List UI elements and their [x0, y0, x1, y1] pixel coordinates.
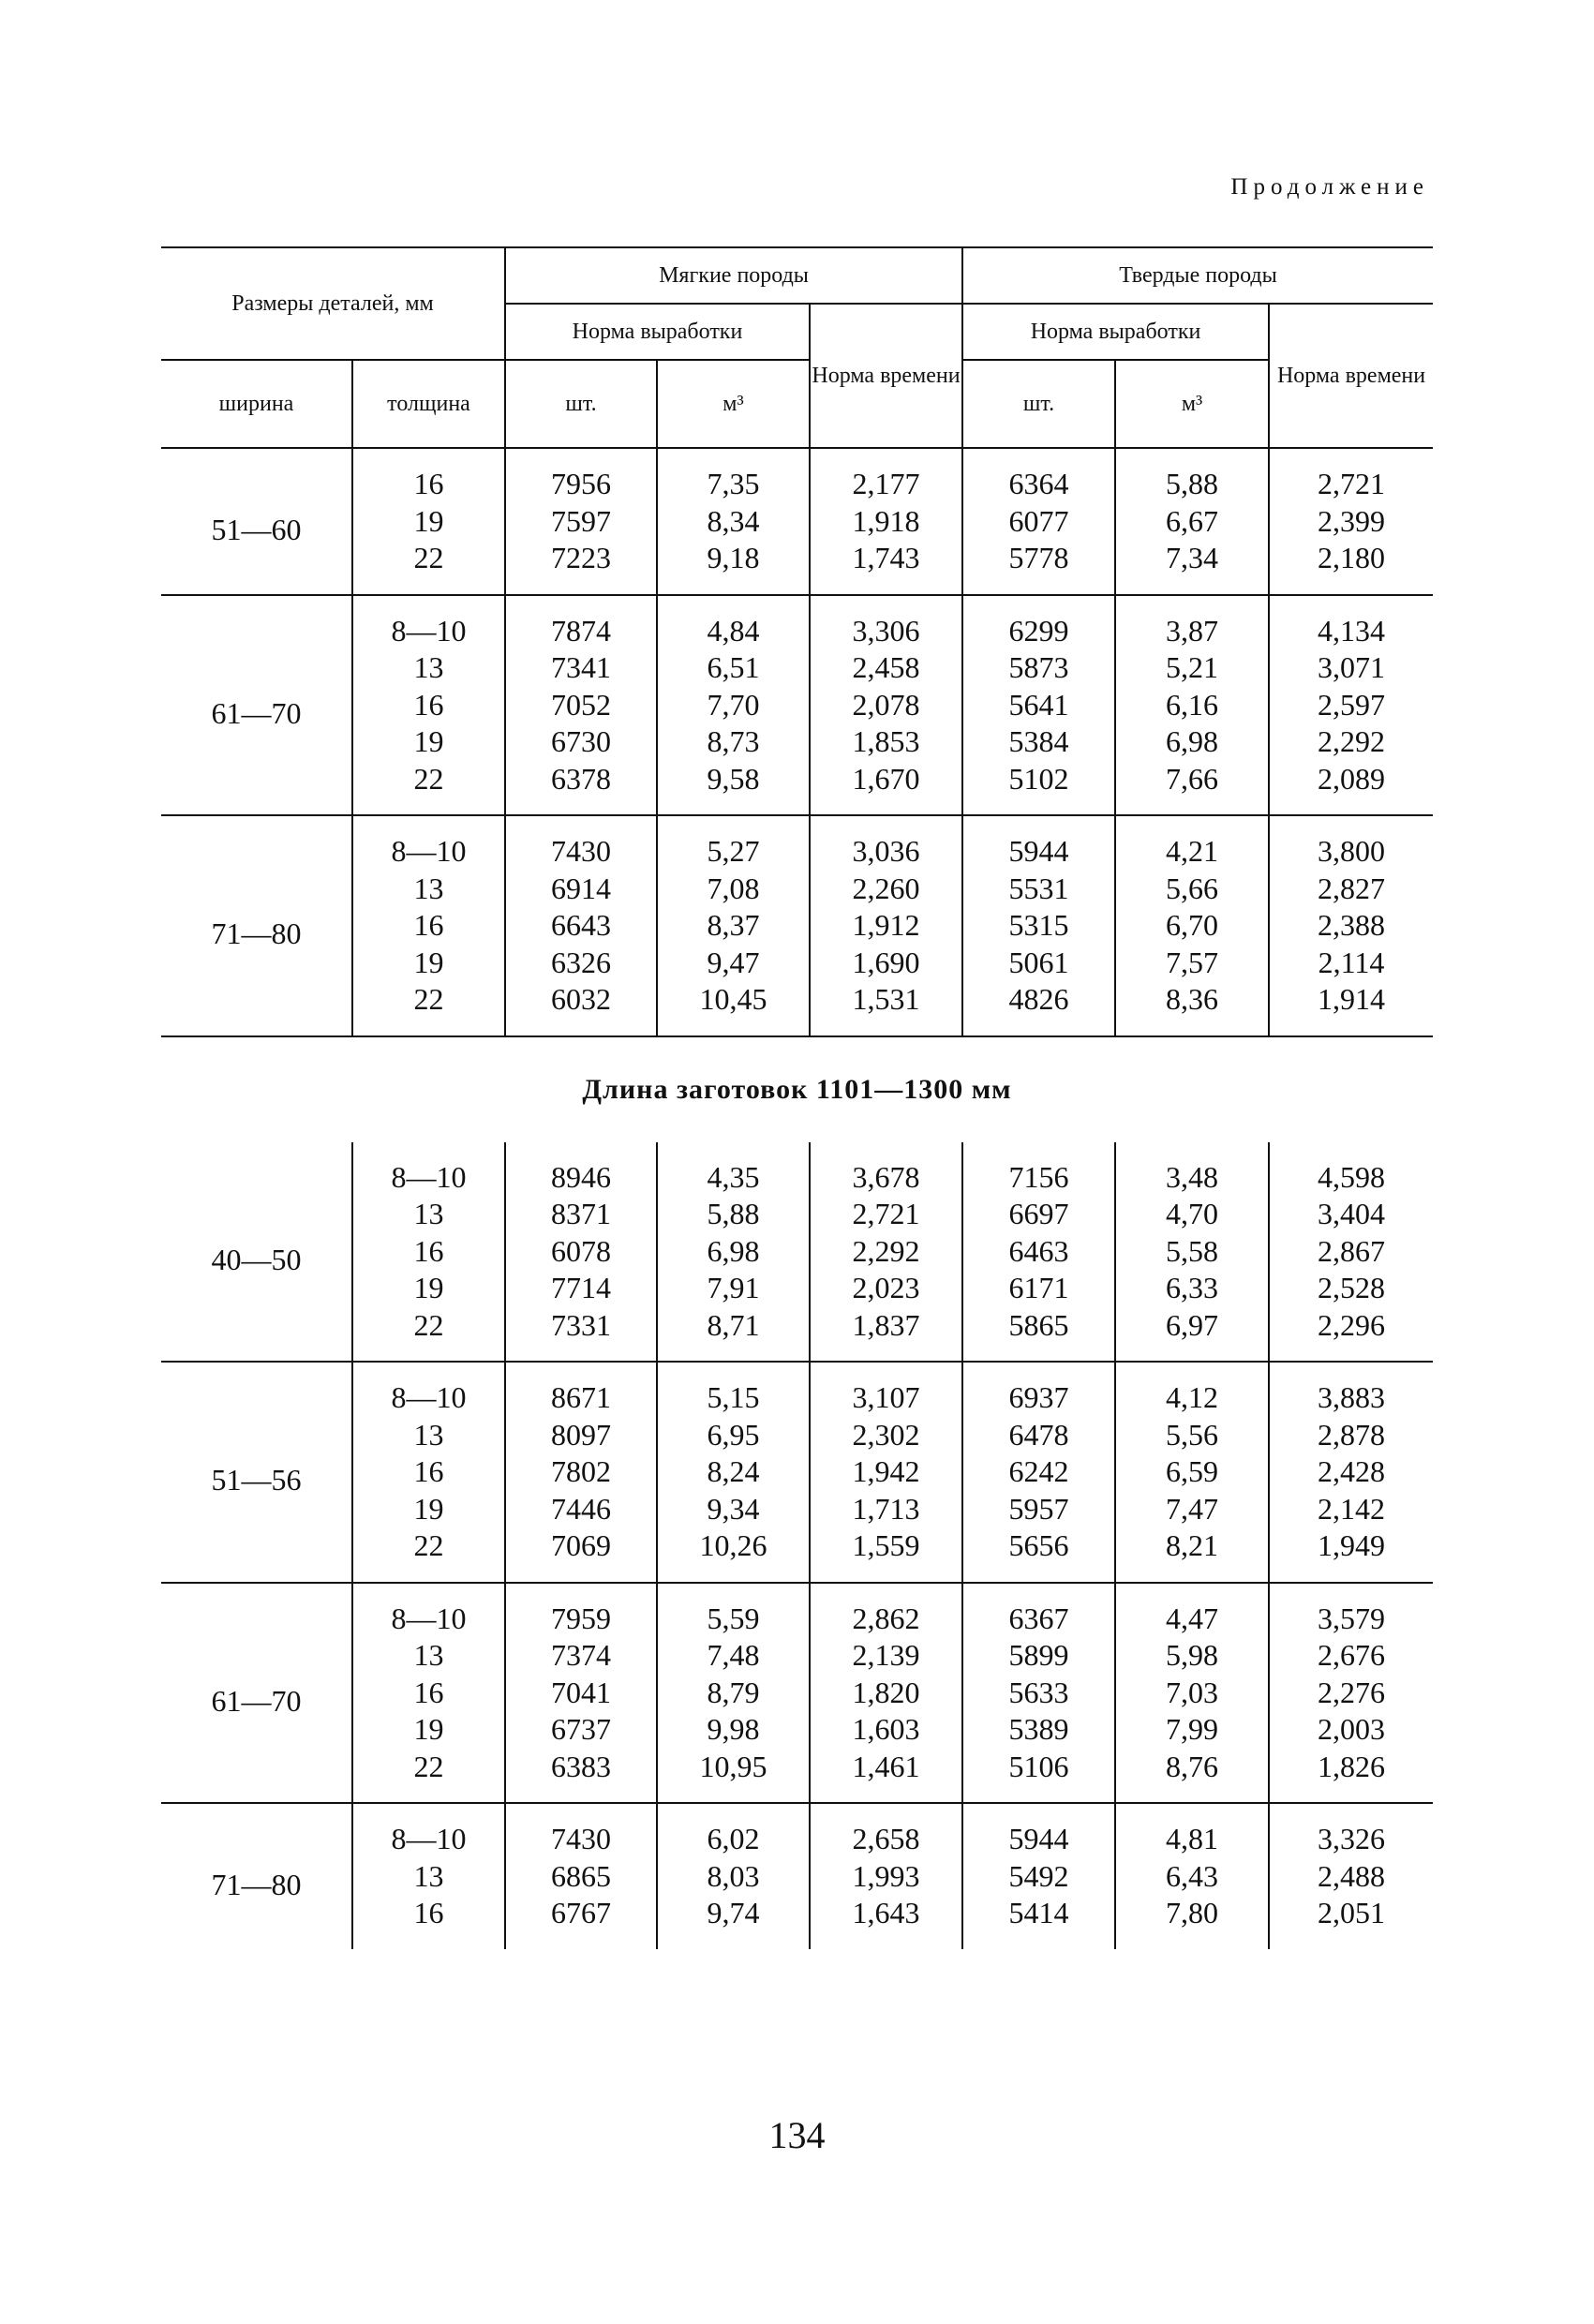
cell-hard-pcs: 6171 — [962, 1270, 1115, 1307]
cell-hard-pcs: 6299 — [962, 596, 1115, 650]
cell-soft-pcs: 7802 — [505, 1453, 657, 1491]
table-row — [161, 1895, 1433, 1949]
cell-hard-m3: 4,81 — [1115, 1804, 1269, 1858]
cell-hard-pcs: 5315 — [962, 907, 1115, 945]
continuation-label: Продолжение — [1230, 174, 1429, 200]
cell-hard-pcs: 5061 — [962, 945, 1115, 982]
cell-hard-norm-time: 3,404 — [1269, 1196, 1433, 1233]
table-row — [161, 1363, 1433, 1417]
cell-soft-m3: 5,27 — [657, 816, 810, 871]
cell-hard-m3: 6,98 — [1115, 723, 1269, 761]
header-dims: Размеры деталей, мм — [231, 291, 434, 316]
cell-soft-norm-time: 3,036 — [810, 816, 962, 871]
table-row — [161, 649, 1433, 687]
cell-hard-norm-time: 1,826 — [1269, 1749, 1433, 1804]
cell-soft-m3: 6,51 — [657, 649, 810, 687]
cell-soft-norm-time: 2,658 — [810, 1804, 962, 1858]
cell-hard-norm-time: 2,142 — [1269, 1491, 1433, 1528]
cell-thickness: 8—10 — [352, 816, 505, 871]
cell-soft-norm-time: 1,643 — [810, 1895, 962, 1949]
cell-hard-pcs: 5633 — [962, 1675, 1115, 1712]
cell-hard-pcs: 6937 — [962, 1363, 1115, 1417]
cell-hard-pcs: 5531 — [962, 871, 1115, 908]
cell-thickness: 16 — [352, 1895, 505, 1949]
cell-soft-norm-time: 2,260 — [810, 871, 962, 908]
table-row — [161, 687, 1433, 724]
cell-width: 40—50 — [211, 1242, 302, 1276]
cell-soft-norm-time: 2,302 — [810, 1417, 962, 1454]
header-width: ширина — [161, 360, 352, 448]
cell-hard-m3: 7,34 — [1115, 540, 1269, 595]
table-row — [161, 1270, 1433, 1307]
cell-hard-m3: 3,48 — [1115, 1142, 1269, 1197]
cell-soft-norm-time: 3,678 — [810, 1142, 962, 1197]
cell-hard-m3: 5,98 — [1115, 1637, 1269, 1675]
cell-soft-norm-time: 1,559 — [810, 1527, 962, 1583]
cell-soft-m3: 4,84 — [657, 596, 810, 650]
cell-hard-pcs: 6242 — [962, 1453, 1115, 1491]
cell-hard-m3: 5,21 — [1115, 649, 1269, 687]
cell-thickness: 19 — [352, 723, 505, 761]
cell-soft-pcs: 7874 — [505, 596, 657, 650]
cell-hard-pcs: 5106 — [962, 1749, 1115, 1804]
cell-hard-pcs: 6367 — [962, 1584, 1115, 1638]
cell-hard-m3: 7,47 — [1115, 1491, 1269, 1528]
cell-soft-m3: 9,74 — [657, 1895, 810, 1949]
cell-thickness: 19 — [352, 503, 505, 541]
cell-soft-norm-time: 1,603 — [810, 1711, 962, 1749]
cell-soft-pcs: 8371 — [505, 1196, 657, 1233]
cell-soft-pcs: 7223 — [505, 540, 657, 595]
cell-soft-norm-time: 1,531 — [810, 981, 962, 1036]
cell-hard-norm-time: 3,800 — [1269, 816, 1433, 871]
cell-soft-pcs: 6737 — [505, 1711, 657, 1749]
cell-hard-pcs: 5957 — [962, 1491, 1115, 1528]
cell-hard-norm-time: 2,003 — [1269, 1711, 1433, 1749]
cell-soft-pcs: 7052 — [505, 687, 657, 724]
cell-soft-norm-time: 3,306 — [810, 596, 962, 650]
cell-hard-m3: 4,12 — [1115, 1363, 1269, 1417]
cell-hard-norm-time: 3,579 — [1269, 1584, 1433, 1638]
table-row — [161, 945, 1433, 982]
cell-soft-m3: 7,91 — [657, 1270, 810, 1307]
cell-hard-norm-time: 2,051 — [1269, 1895, 1433, 1949]
cell-soft-pcs: 7956 — [505, 449, 657, 503]
cell-hard-m3: 4,47 — [1115, 1584, 1269, 1638]
cell-thickness: 13 — [352, 1858, 505, 1896]
cell-soft-m3: 5,15 — [657, 1363, 810, 1417]
cell-hard-pcs: 5899 — [962, 1637, 1115, 1675]
cell-thickness: 16 — [352, 449, 505, 503]
cell-hard-norm-time: 4,598 — [1269, 1142, 1433, 1197]
cell-soft-pcs: 6032 — [505, 981, 657, 1036]
header-soft-norm-output: Норма выработки — [505, 304, 810, 360]
page-number: 134 — [768, 2114, 826, 2156]
cell-soft-norm-time: 2,023 — [810, 1270, 962, 1307]
cell-hard-pcs: 5492 — [962, 1858, 1115, 1896]
cell-hard-pcs: 7156 — [962, 1142, 1115, 1197]
header-soft: Мягкие породы — [505, 247, 962, 304]
cell-soft-pcs: 7446 — [505, 1491, 657, 1528]
cell-soft-norm-time: 1,942 — [810, 1453, 962, 1491]
table-body — [161, 449, 1433, 1949]
cell-soft-m3: 6,95 — [657, 1417, 810, 1454]
cell-soft-pcs: 6078 — [505, 1233, 657, 1271]
cell-soft-norm-time: 2,721 — [810, 1196, 962, 1233]
cell-soft-norm-time: 2,177 — [810, 449, 962, 503]
cell-soft-pcs: 7069 — [505, 1527, 657, 1583]
cell-hard-norm-time: 2,867 — [1269, 1233, 1433, 1271]
cell-hard-pcs: 5414 — [962, 1895, 1115, 1949]
cell-soft-pcs: 6383 — [505, 1749, 657, 1804]
cell-thickness: 22 — [352, 1527, 505, 1583]
cell-soft-pcs: 6378 — [505, 761, 657, 816]
cell-hard-m3: 6,43 — [1115, 1858, 1269, 1896]
cell-hard-m3: 6,59 — [1115, 1453, 1269, 1491]
cell-width: 51—60 — [211, 512, 302, 546]
cell-hard-norm-time: 1,914 — [1269, 981, 1433, 1036]
cell-hard-norm-time: 2,597 — [1269, 687, 1433, 724]
table-row — [161, 981, 1433, 1036]
cell-soft-pcs: 7041 — [505, 1675, 657, 1712]
cell-thickness: 13 — [352, 1196, 505, 1233]
cell-soft-norm-time: 2,862 — [810, 1584, 962, 1638]
cell-soft-pcs: 7959 — [505, 1584, 657, 1638]
cell-soft-pcs: 8097 — [505, 1417, 657, 1454]
header-soft-pcs: шт. — [505, 360, 657, 448]
cell-hard-m3: 5,56 — [1115, 1417, 1269, 1454]
header-hard-pcs: шт. — [962, 360, 1115, 448]
cell-hard-pcs: 5865 — [962, 1307, 1115, 1363]
cell-soft-m3: 10,45 — [657, 981, 810, 1036]
cell-soft-m3: 8,24 — [657, 1453, 810, 1491]
cell-hard-pcs: 6478 — [962, 1417, 1115, 1454]
cell-soft-m3: 4,35 — [657, 1142, 810, 1197]
cell-soft-norm-time: 1,690 — [810, 945, 962, 982]
cell-hard-norm-time: 2,676 — [1269, 1637, 1433, 1675]
cell-hard-norm-time: 2,296 — [1269, 1307, 1433, 1363]
cell-thickness: 13 — [352, 649, 505, 687]
cell-soft-pcs: 6767 — [505, 1895, 657, 1949]
cell-soft-m3: 8,71 — [657, 1307, 810, 1363]
cell-hard-norm-time: 1,949 — [1269, 1527, 1433, 1583]
cell-soft-norm-time: 2,458 — [810, 649, 962, 687]
cell-thickness: 22 — [352, 1749, 505, 1804]
cell-hard-norm-time: 2,399 — [1269, 503, 1433, 541]
cell-hard-m3: 8,76 — [1115, 1749, 1269, 1804]
cell-soft-m3: 5,88 — [657, 1196, 810, 1233]
cell-soft-pcs: 6643 — [505, 907, 657, 945]
cell-thickness: 16 — [352, 1453, 505, 1491]
cell-thickness: 19 — [352, 1270, 505, 1307]
cell-soft-m3: 7,48 — [657, 1637, 810, 1675]
cell-hard-m3: 4,70 — [1115, 1196, 1269, 1233]
cell-soft-m3: 6,98 — [657, 1233, 810, 1271]
cell-hard-norm-time: 3,326 — [1269, 1804, 1433, 1858]
cell-hard-pcs: 5944 — [962, 816, 1115, 871]
cell-thickness: 8—10 — [352, 1142, 505, 1197]
cell-soft-m3: 9,58 — [657, 761, 810, 816]
cell-hard-norm-time: 2,276 — [1269, 1675, 1433, 1712]
cell-hard-m3: 5,88 — [1115, 449, 1269, 503]
cell-soft-pcs: 6865 — [505, 1858, 657, 1896]
cell-thickness: 19 — [352, 945, 505, 982]
cell-soft-pcs: 7430 — [505, 1804, 657, 1858]
cell-hard-m3: 6,33 — [1115, 1270, 1269, 1307]
cell-soft-m3: 8,37 — [657, 907, 810, 945]
cell-soft-norm-time: 1,461 — [810, 1749, 962, 1804]
cell-hard-norm-time: 3,883 — [1269, 1363, 1433, 1417]
cell-thickness: 19 — [352, 1491, 505, 1528]
cell-soft-m3: 9,47 — [657, 945, 810, 982]
cell-soft-norm-time: 1,918 — [810, 503, 962, 541]
cell-soft-pcs: 8671 — [505, 1363, 657, 1417]
cell-hard-norm-time: 2,180 — [1269, 540, 1433, 595]
table-row — [161, 1804, 1433, 1858]
cell-hard-pcs: 6463 — [962, 1233, 1115, 1271]
table-row — [161, 596, 1433, 650]
cell-thickness: 22 — [352, 540, 505, 595]
table-row — [161, 1491, 1433, 1528]
norms-table — [161, 246, 1433, 1949]
cell-thickness: 16 — [352, 1233, 505, 1271]
cell-hard-pcs: 4826 — [962, 981, 1115, 1036]
cell-thickness: 19 — [352, 1711, 505, 1749]
cell-thickness: 16 — [352, 687, 505, 724]
cell-soft-m3: 9,34 — [657, 1491, 810, 1528]
cell-hard-m3: 5,66 — [1115, 871, 1269, 908]
cell-hard-norm-time: 4,134 — [1269, 596, 1433, 650]
table-row — [161, 1417, 1433, 1454]
cell-soft-pcs: 7714 — [505, 1270, 657, 1307]
cell-hard-pcs: 5944 — [962, 1804, 1115, 1858]
cell-thickness: 8—10 — [352, 1584, 505, 1638]
cell-hard-m3: 8,36 — [1115, 981, 1269, 1036]
section-title: Длина заготовок 1101—1300 мм — [582, 1073, 1012, 1105]
cell-hard-norm-time: 2,827 — [1269, 871, 1433, 908]
table-row — [161, 1749, 1433, 1804]
cell-width: 61—70 — [211, 1683, 302, 1718]
cell-soft-norm-time: 1,837 — [810, 1307, 962, 1363]
cell-soft-norm-time: 2,078 — [810, 687, 962, 724]
cell-hard-norm-time: 2,878 — [1269, 1417, 1433, 1454]
header-thickness: толщина — [352, 360, 505, 448]
cell-hard-pcs: 6364 — [962, 449, 1115, 503]
cell-soft-m3: 6,02 — [657, 1804, 810, 1858]
cell-soft-m3: 8,34 — [657, 503, 810, 541]
table-row — [161, 1142, 1433, 1197]
header-hard: Твердые породы — [962, 247, 1433, 304]
cell-width: 71—80 — [211, 1867, 302, 1901]
cell-hard-pcs: 5873 — [962, 649, 1115, 687]
cell-soft-m3: 9,18 — [657, 540, 810, 595]
table-row — [161, 503, 1433, 541]
cell-soft-pcs: 7341 — [505, 649, 657, 687]
cell-soft-m3: 10,95 — [657, 1749, 810, 1804]
cell-thickness: 8—10 — [352, 596, 505, 650]
table-row — [161, 1233, 1433, 1271]
cell-soft-m3: 5,59 — [657, 1584, 810, 1638]
cell-soft-pcs: 6730 — [505, 723, 657, 761]
cell-thickness: 22 — [352, 981, 505, 1036]
cell-hard-pcs: 5778 — [962, 540, 1115, 595]
cell-hard-pcs: 5102 — [962, 761, 1115, 816]
table-row — [161, 1858, 1433, 1896]
cell-hard-norm-time: 2,428 — [1269, 1453, 1433, 1491]
cell-hard-pcs: 5656 — [962, 1527, 1115, 1583]
cell-hard-m3: 8,21 — [1115, 1527, 1269, 1583]
cell-hard-pcs: 5641 — [962, 687, 1115, 724]
cell-thickness: 8—10 — [352, 1363, 505, 1417]
table-header — [161, 246, 1433, 449]
table-row — [161, 1307, 1433, 1363]
cell-soft-m3: 9,98 — [657, 1711, 810, 1749]
table-row — [161, 449, 1433, 503]
cell-width: 61—70 — [211, 695, 302, 730]
cell-soft-m3: 7,35 — [657, 449, 810, 503]
cell-soft-pcs: 6326 — [505, 945, 657, 982]
cell-hard-norm-time: 2,488 — [1269, 1858, 1433, 1896]
cell-hard-m3: 7,99 — [1115, 1711, 1269, 1749]
cell-soft-pcs: 7430 — [505, 816, 657, 871]
cell-hard-m3: 4,21 — [1115, 816, 1269, 871]
cell-soft-m3: 7,70 — [657, 687, 810, 724]
cell-hard-m3: 6,97 — [1115, 1307, 1269, 1363]
cell-width: 71—80 — [211, 916, 302, 950]
table-row — [161, 1637, 1433, 1675]
cell-soft-norm-time: 1,743 — [810, 540, 962, 595]
cell-soft-pcs: 7331 — [505, 1307, 657, 1363]
table-row — [161, 907, 1433, 945]
table-row — [161, 1584, 1433, 1638]
cell-thickness: 13 — [352, 1417, 505, 1454]
header-soft-m3: м³ — [657, 360, 810, 448]
cell-thickness: 8—10 — [352, 1804, 505, 1858]
cell-hard-m3: 6,70 — [1115, 907, 1269, 945]
table-row — [161, 723, 1433, 761]
cell-hard-norm-time: 2,089 — [1269, 761, 1433, 816]
cell-soft-norm-time: 1,993 — [810, 1858, 962, 1896]
cell-soft-pcs: 8946 — [505, 1142, 657, 1197]
cell-soft-m3: 7,08 — [657, 871, 810, 908]
table-row — [161, 871, 1433, 908]
cell-thickness: 22 — [352, 1307, 505, 1363]
cell-hard-norm-time: 3,071 — [1269, 649, 1433, 687]
cell-hard-m3: 7,03 — [1115, 1675, 1269, 1712]
cell-soft-norm-time: 2,292 — [810, 1233, 962, 1271]
cell-soft-pcs: 7374 — [505, 1637, 657, 1675]
header-hard-norm-time: Норма времени — [1269, 304, 1433, 448]
cell-hard-m3: 6,16 — [1115, 687, 1269, 724]
cell-soft-norm-time: 3,107 — [810, 1363, 962, 1417]
cell-thickness: 13 — [352, 1637, 505, 1675]
cell-soft-norm-time: 1,912 — [810, 907, 962, 945]
cell-thickness: 16 — [352, 907, 505, 945]
table-row — [161, 816, 1433, 871]
cell-soft-m3: 8,73 — [657, 723, 810, 761]
table-row — [161, 1453, 1433, 1491]
cell-soft-norm-time: 1,820 — [810, 1675, 962, 1712]
cell-soft-m3: 10,26 — [657, 1527, 810, 1583]
table-row — [161, 761, 1433, 816]
section-title-row — [161, 1037, 1433, 1142]
cell-hard-norm-time: 2,388 — [1269, 907, 1433, 945]
cell-thickness: 22 — [352, 761, 505, 816]
cell-soft-m3: 8,03 — [657, 1858, 810, 1896]
cell-hard-pcs: 6697 — [962, 1196, 1115, 1233]
cell-soft-pcs: 7597 — [505, 503, 657, 541]
header-hard-norm-output: Норма выработки — [962, 304, 1269, 360]
cell-soft-norm-time: 1,670 — [810, 761, 962, 816]
table-row — [161, 1711, 1433, 1749]
cell-soft-pcs: 6914 — [505, 871, 657, 908]
cell-width: 51—56 — [211, 1463, 302, 1497]
cell-hard-pcs: 5384 — [962, 723, 1115, 761]
cell-hard-norm-time: 2,721 — [1269, 449, 1433, 503]
header-soft-norm-time: Норма времени — [810, 304, 962, 448]
table-row — [161, 1675, 1433, 1712]
table-row — [161, 540, 1433, 595]
cell-hard-norm-time: 2,114 — [1269, 945, 1433, 982]
cell-hard-m3: 7,57 — [1115, 945, 1269, 982]
cell-hard-norm-time: 2,292 — [1269, 723, 1433, 761]
cell-hard-m3: 7,80 — [1115, 1895, 1269, 1949]
cell-hard-m3: 5,58 — [1115, 1233, 1269, 1271]
cell-hard-pcs: 5389 — [962, 1711, 1115, 1749]
cell-soft-m3: 8,79 — [657, 1675, 810, 1712]
cell-hard-norm-time: 2,528 — [1269, 1270, 1433, 1307]
cell-soft-norm-time: 2,139 — [810, 1637, 962, 1675]
cell-thickness: 13 — [352, 871, 505, 908]
cell-hard-m3: 3,87 — [1115, 596, 1269, 650]
cell-thickness: 16 — [352, 1675, 505, 1712]
table-row — [161, 1196, 1433, 1233]
header-hard-m3: м³ — [1115, 360, 1269, 448]
cell-soft-norm-time: 1,713 — [810, 1491, 962, 1528]
cell-hard-pcs: 6077 — [962, 503, 1115, 541]
cell-hard-m3: 7,66 — [1115, 761, 1269, 816]
cell-hard-m3: 6,67 — [1115, 503, 1269, 541]
cell-soft-norm-time: 1,853 — [810, 723, 962, 761]
table-row — [161, 1527, 1433, 1583]
